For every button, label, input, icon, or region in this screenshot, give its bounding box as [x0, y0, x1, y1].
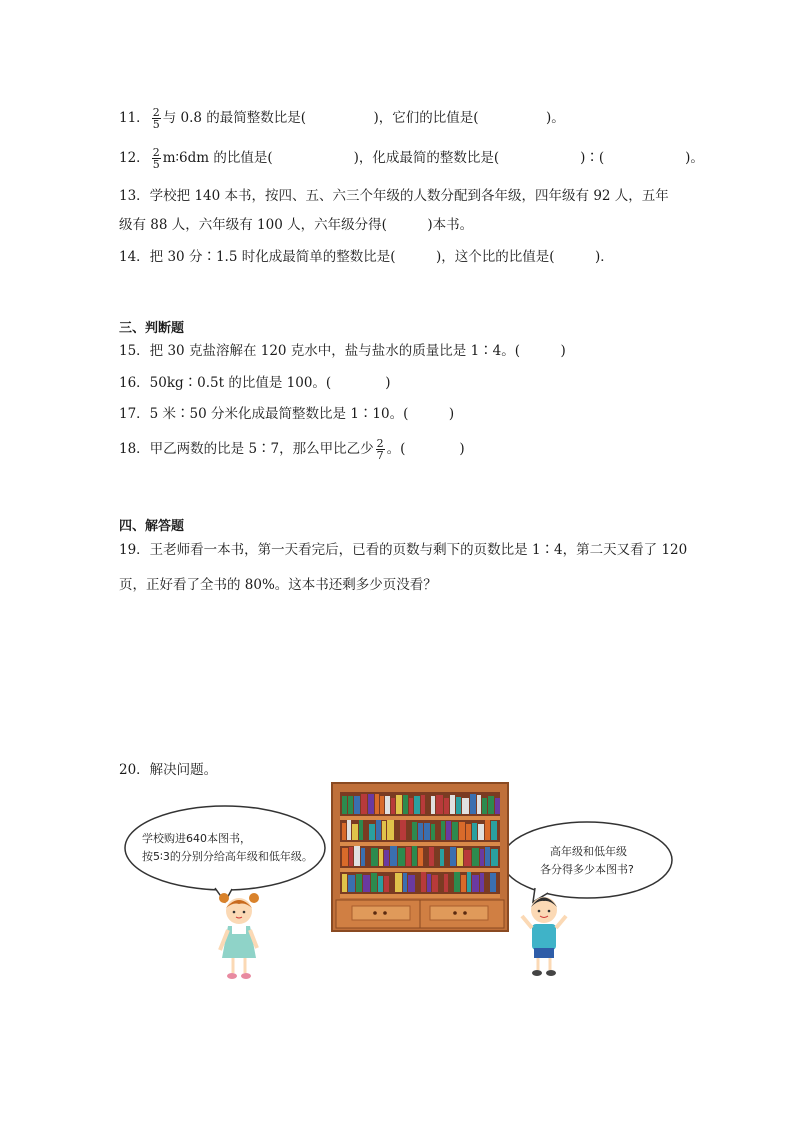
book-spine — [408, 875, 415, 892]
book-spine — [472, 848, 479, 866]
question-19-line-2: 页，正好看了全书的 80%。这本书还剩多少页没看？ — [119, 577, 437, 593]
book-spine — [444, 798, 449, 814]
book-spine — [452, 822, 458, 840]
question-11-text: 与 0.8 的最简整数比是( )，它们的比值是( )。 — [162, 110, 565, 126]
book-spine — [436, 795, 443, 814]
book-spine — [412, 846, 417, 866]
book-spine — [348, 875, 355, 892]
book-spine — [384, 850, 389, 866]
book-spine — [342, 796, 347, 814]
book-spine — [403, 873, 407, 892]
question-18-suffix: 。( ) — [386, 441, 465, 457]
book-spine — [456, 797, 461, 814]
question-18-text: 18．甲乙两数的比是 5∶7，那么甲比乙少 — [119, 441, 374, 457]
book-spine — [349, 847, 353, 866]
book-spine — [450, 847, 456, 866]
question-17: 17．5 米∶50 分米化成最简整数比是 1∶10。( ) — [119, 406, 455, 422]
boy-speech-bubble — [502, 822, 672, 902]
book-spine — [429, 847, 434, 866]
book-spine — [444, 874, 448, 892]
book-spine — [432, 875, 438, 892]
book-spine — [352, 824, 358, 840]
question-13-line-1: 13．学校把 140 本书，按四、五、六三个年级的人数分配到各年级，四年级有 92 人，五年 — [119, 188, 669, 204]
question-14: 14．把 30 分∶1.5 时化成最简单的整数比是( )，这个比的比值是( )． — [119, 249, 614, 265]
book-spine — [391, 798, 395, 814]
book-spine — [495, 798, 500, 814]
book-spine — [363, 875, 370, 892]
book-spine — [380, 796, 384, 814]
book-spine — [356, 874, 362, 892]
book-spine — [348, 796, 353, 814]
section-3-title: 三、判断题 — [119, 321, 185, 336]
book-spine — [414, 796, 420, 814]
book-spine — [354, 846, 360, 866]
book-spine — [431, 824, 435, 840]
question-12-prefix: 12． — [119, 150, 150, 166]
book-spine — [462, 798, 469, 814]
book-spine — [491, 849, 498, 866]
book-spine — [441, 821, 445, 840]
book-spine — [382, 821, 386, 840]
book-spine — [375, 794, 379, 814]
book-spine — [485, 820, 490, 840]
question-15: 15．把 30 克盐溶解在 120 克水中，盐与盐水的质量比是 1∶4。( ) — [119, 343, 566, 359]
book-spine — [418, 848, 423, 866]
book-spine — [371, 848, 378, 866]
bookshelf — [332, 783, 508, 931]
book-spine — [470, 794, 476, 814]
book-spine — [347, 820, 351, 840]
book-spine — [461, 875, 466, 892]
book-spine — [403, 795, 408, 814]
book-spine — [477, 795, 481, 814]
book-spine — [409, 798, 413, 814]
fraction: $\frac{2}{5}$ — [152, 106, 160, 131]
boy-bubble-line-2: 各分得多少本图书? — [540, 863, 634, 876]
girl-bubble-line-2: 按5∶3的分别分给高年级和低年级。 — [142, 850, 313, 863]
question-18 — [119, 438, 465, 461]
book-spine — [412, 822, 417, 840]
girl-figure — [219, 893, 259, 979]
book-spine — [342, 823, 346, 840]
book-spine — [369, 824, 375, 840]
question-20: 20．解决问题。 — [119, 762, 218, 778]
book-spine — [387, 820, 394, 840]
book-spine — [466, 824, 471, 840]
question-12 — [119, 147, 704, 170]
girl-speech-bubble — [125, 806, 325, 902]
book-spine — [431, 796, 435, 814]
book-spine — [440, 849, 444, 866]
book-spine — [354, 796, 360, 814]
book-spine — [361, 848, 365, 866]
book-spine — [472, 875, 479, 892]
book-spine — [418, 823, 423, 840]
book-spine — [400, 820, 406, 840]
book-spine — [342, 848, 348, 866]
book-spine — [480, 873, 484, 892]
question-11 — [119, 107, 565, 130]
boy-bubble-line-1: 高年级和低年级 — [550, 845, 627, 858]
book-spine — [378, 876, 383, 892]
girl-bubble-line-1: 学校购进640本图书， — [142, 832, 251, 845]
book-spine — [359, 820, 363, 840]
book-spine — [406, 847, 411, 866]
book-spine — [446, 821, 451, 840]
book-spine — [491, 821, 497, 840]
book-spine — [427, 874, 431, 892]
book-spine — [482, 798, 487, 814]
book-spine — [421, 872, 426, 892]
book-spine — [396, 795, 402, 814]
book-spine — [398, 848, 405, 866]
question-19-line-1: 19．王老师看一本书，第一天看完后，已看的页数与剩下的页数比是 1∶4，第二天又看了 120 — [119, 542, 688, 558]
book-spine — [376, 820, 381, 840]
book-spine — [342, 874, 347, 892]
book-spine — [464, 850, 471, 866]
fraction: $\frac{2}{5}$ — [152, 146, 160, 171]
book-spine — [395, 873, 402, 892]
section-4-title: 四、解答题 — [119, 519, 185, 534]
question-12-text: m∶6dm 的比值是( )，化成最简的整数比是( )∶( )。 — [162, 150, 704, 166]
book-spine — [490, 873, 496, 892]
question-16: 16．50kg∶0.5t 的比值是 100。( ) — [119, 375, 391, 391]
bookshelf-illustration — [120, 780, 680, 985]
book-spine — [368, 794, 374, 814]
book-spine — [361, 794, 367, 814]
book-spine — [424, 823, 430, 840]
book-spine — [421, 795, 425, 814]
book-spine — [467, 872, 471, 892]
book-spine — [480, 849, 484, 866]
book-spine — [379, 849, 383, 866]
book-spine — [390, 846, 397, 866]
book-spine — [488, 796, 494, 814]
book-spine — [478, 824, 484, 840]
book-spine — [385, 796, 390, 814]
book-spine — [454, 872, 460, 892]
book-spine — [472, 823, 477, 840]
book-spine — [485, 847, 490, 866]
fraction: $\frac{2}{7}$ — [376, 437, 384, 462]
question-11-prefix: 11． — [119, 110, 150, 126]
question-13-line-2: 级有 88 人，六年级有 100 人，六年级分得( )本书。 — [119, 217, 474, 233]
book-spine — [450, 795, 455, 814]
book-spine — [371, 873, 377, 892]
book-spine — [384, 876, 389, 892]
boy-figure — [522, 897, 566, 976]
book-spine — [459, 822, 465, 840]
book-spine — [457, 848, 463, 866]
